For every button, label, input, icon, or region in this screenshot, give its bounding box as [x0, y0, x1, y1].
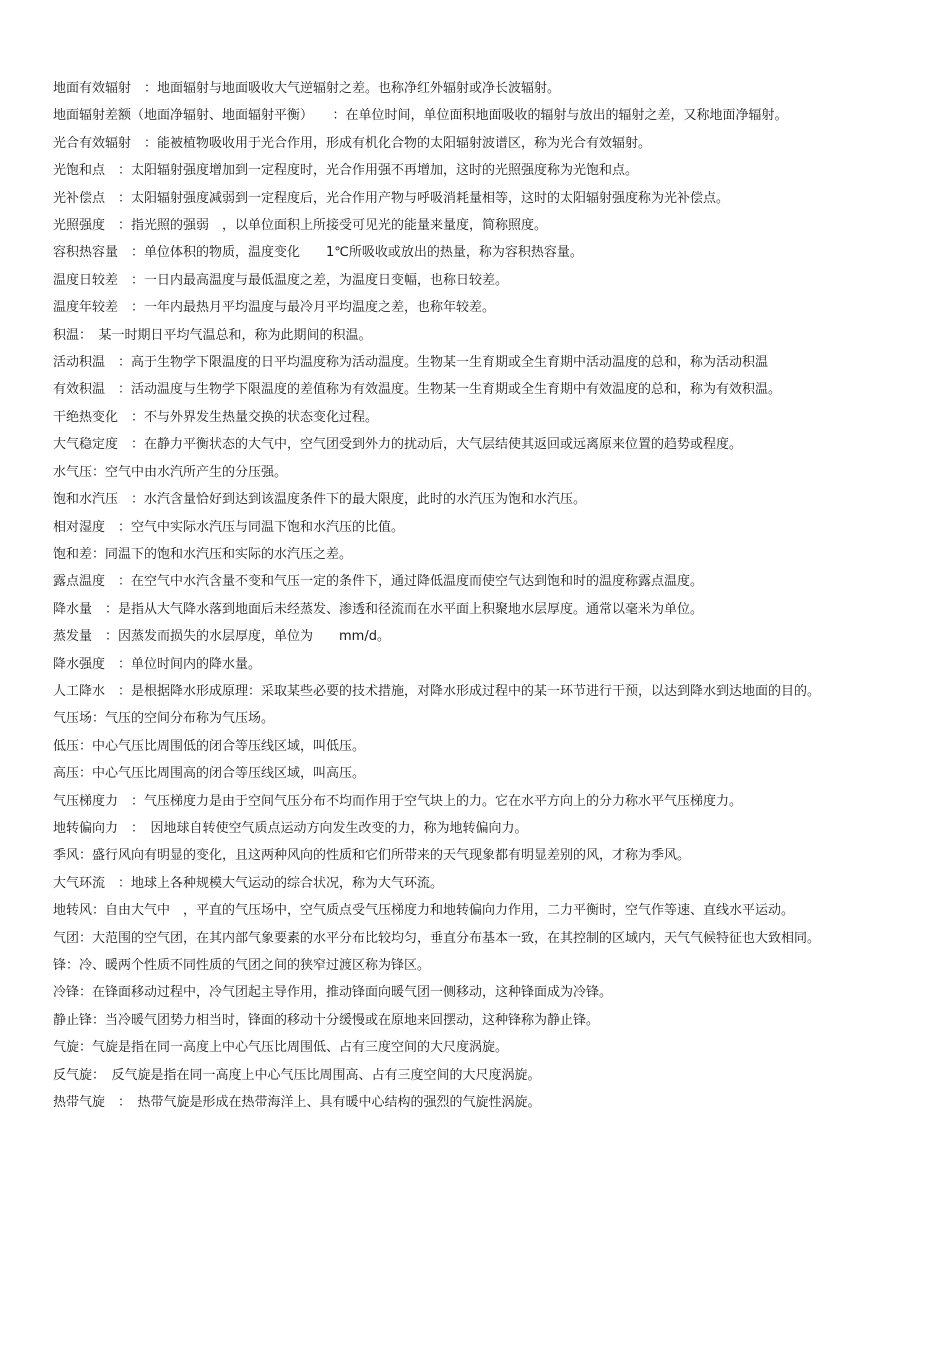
glossary-entry: 人工降水 ：是根据降水形成原理：采取某些必要的技术措施，对降水形成过程中的某一环节进行干预，以达到降水到达地面的目的。 [53, 683, 821, 699]
glossary-entry: 温度日较差 ：一日内最高温度与最低温度之差，为温度日变幅，也称日较差。 [53, 272, 509, 288]
glossary-entry: 气压场：气压的空间分布称为气压场。 [53, 711, 275, 727]
glossary-entry: 降水量 ：是指从大气降水落到地面后未经蒸发、渗透和径流而在水平面上积聚地水层厚度。通常以毫米为单位。 [53, 601, 704, 617]
glossary-entry: 低压：中心气压比周围低的闭合等压线区域，叫低压。 [53, 738, 366, 754]
glossary-entry: 活动积温 ：高于生物学下限温度的日平均温度称为活动温度。生物某一生育期或全生育期中活动温度的总和，称为活动积温 [53, 355, 769, 371]
glossary-entry: 饱和差：同温下的饱和水汽压和实际的水汽压之差。 [53, 546, 353, 562]
glossary-entry: 季风：盛行风向有明显的变化，且这两种风向的性质和它们所带来的天气现象都有明显差别的风，才称为季风。 [53, 848, 691, 864]
glossary-entry: 容积热容量 ：单位体积的物质，温度变化 1℃所吸收或放出的热量，称为容积热容量。 [53, 245, 583, 261]
glossary-entry: 反气旋： 反气旋是指在同一高度上中心气压比周围高、占有三度空间的大尺度涡旋。 [53, 1067, 541, 1083]
glossary-entry: 有效积温 ：活动温度与生物学下限温度的差值称为有效温度。生物某一生育期或全生育期中有效温度的总和，称为有效积温。 [53, 382, 782, 398]
glossary-entry: 光合有效辐射 ：能被植物吸收用于光合作用，形成有机化合物的太阳辐射波谱区，称为光合有效辐射。 [53, 135, 652, 151]
glossary-entry: 冷锋：在锋面移动过程中，冷气团起主导作用，推动锋面向暖气团一侧移动，这种锋面成为冷锋。 [53, 985, 613, 1001]
glossary-entry: 蒸发量 ：因蒸发而损失的水层厚度，单位为 mm/d。 [53, 629, 390, 645]
glossary-entry: 静止锋：当冷暖气团势力相当时，锋面的移动十分缓慢或在原地来回摆动，这种锋称为静止锋。 [53, 1012, 600, 1028]
glossary-entry: 干绝热变化 ：不与外界发生热量交换的状态变化过程。 [53, 409, 379, 425]
glossary-entry: 大气稳定度 ：在静力平衡状态的大气中，空气团受到外力的扰动后，大气层结使其返回或远离原来位置的趋势或程度。 [53, 437, 743, 453]
glossary-entry: 高压：中心气压比周围高的闭合等压线区域，叫高压。 [53, 766, 366, 782]
glossary-entry: 降水强度 ：单位时间内的降水量。 [53, 656, 262, 672]
glossary-entry: 地转偏向力 ： 因地球自转使空气质点运动方向发生改变的力，称为地转偏向力。 [53, 820, 528, 836]
glossary-entry: 光补偿点 ：太阳辐射强度减弱到一定程度后，光合作用产物与呼吸消耗量相等，这时的太阳辐射强度称为光补偿点。 [53, 190, 730, 206]
glossary-entry: 地面辐射差额（地面净辐射、地面辐射平衡） ：在单位时间，单位面积地面吸收的辐射与放出的辐射之差，又称地面净辐射。 [53, 108, 788, 124]
glossary-entry: 水气压：空气中由水汽所产生的分压强。 [53, 464, 288, 480]
glossary-entry: 锋：冷、暖两个性质不同性质的气团之间的狭窄过渡区称为锋区。 [53, 958, 431, 973]
glossary-entry: 光照强度 ：指光照的强弱 ，以单位面积上所接受可见光的能量来量度，简称照度。 [53, 218, 548, 234]
glossary-entry: 积温： 某一时期日平均气温总和，称为此期间的积温。 [53, 327, 372, 343]
glossary-entry: 温度年较差 ：一年内最热月平均温度与最冷月平均温度之差，也称年较差。 [53, 300, 496, 316]
glossary-entry: 地面有效辐射 ：地面辐射与地面吸收大气逆辐射之差。也称净红外辐射或净长波辐射。 [53, 81, 561, 96]
glossary-entry: 气压梯度力 ：气压梯度力是由于空间气压分布不均而作用于空气块上的力。它在水平方向上的分力称水平气压梯度力。 [53, 793, 743, 809]
glossary-entry: 热带气旋 ： 热带气旋是形成在热带海洋上、具有暖中心结构的强烈的气旋性涡旋。 [53, 1095, 541, 1111]
glossary-entry: 地转风：自由大气中 ，平直的气压场中，空气质点受气压梯度力和地转偏向力作用，二力平衡时，空气作等速、直线水平运动。 [53, 903, 795, 919]
glossary-entry: 气旋：气旋是指在同一高度上中心气压比周围低、占有三度空间的大尺度涡旋。 [53, 1040, 509, 1056]
glossary-entry: 气团：大范围的空气团，在其内部气象要素的水平分布比较均匀，垂直分布基本一致，在其控制的区域内，天气气候特征也大致相同。 [53, 930, 821, 946]
glossary-entry: 饱和水汽压 ：水汽含量恰好到达到该温度条件下的最大限度，此时的水汽压为饱和水汽压。 [53, 492, 587, 508]
glossary-entry: 露点温度 ：在空气中水汽含量不变和气压一定的条件下，通过降低温度而使空气达到饱和时的温度称露点温度。 [53, 574, 704, 590]
glossary-entry: 大气环流 ：地球上各种规模大气运动的综合状况，称为大气环流。 [53, 875, 444, 891]
glossary-list [53, 75, 823, 1116]
glossary-entry: 光饱和点 ：太阳辐射强度增加到一定程度时，光合作用强不再增加，这时的光照强度称为光饱和点。 [53, 163, 639, 179]
glossary-entry: 相对湿度 ：空气中实际水汽压与同温下饱和水汽压的比值。 [53, 519, 405, 535]
